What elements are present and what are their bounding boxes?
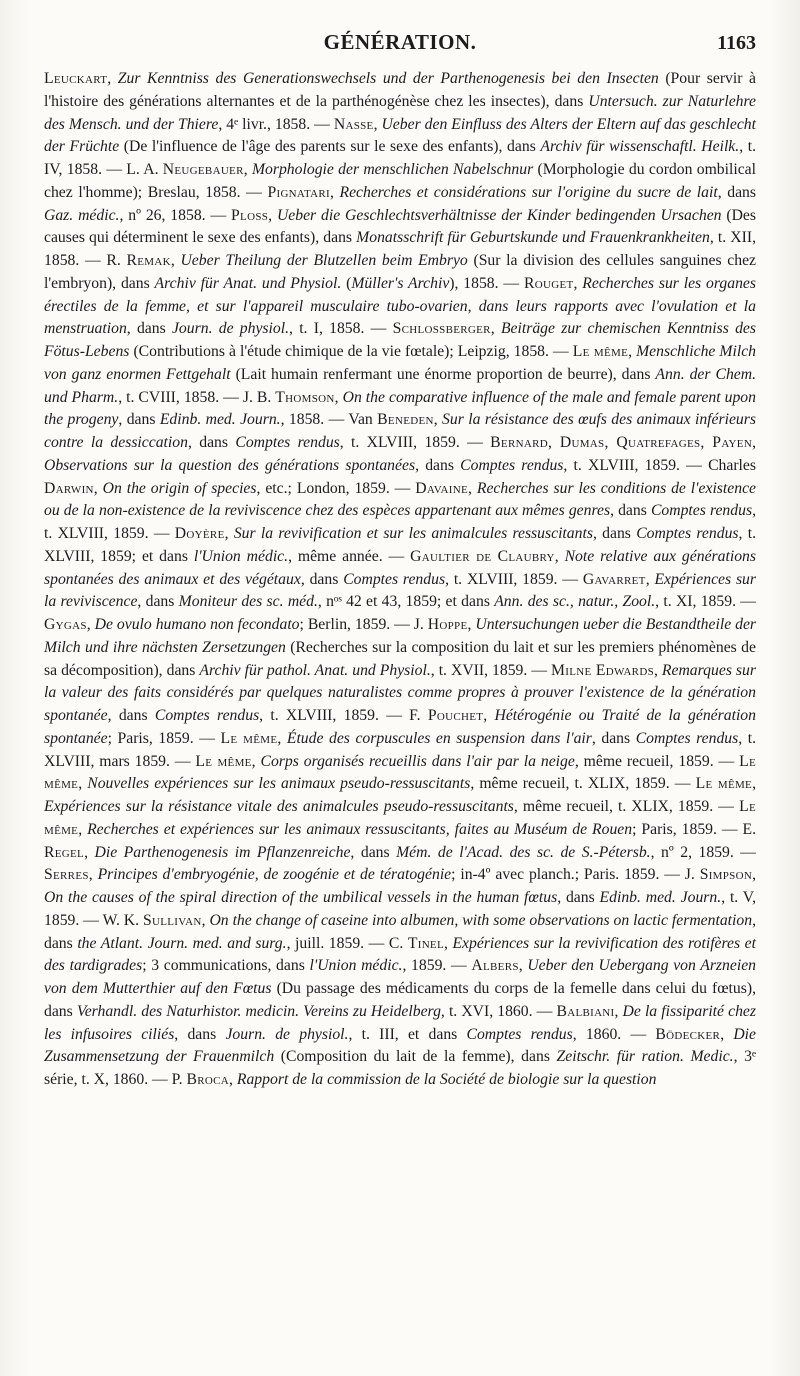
author-name: Broca (186, 1071, 230, 1088)
work-title: Comptes rendus (650, 502, 753, 520)
bibliography-paragraph (44, 68, 756, 1092)
text-run: , dans (592, 525, 637, 542)
text-run: (Des causes qui déterminent le sexe des enfants), dans (44, 206, 756, 247)
author-name: Milne Edwards (551, 661, 654, 679)
work-title: De ovulo humano non fecondato (94, 616, 300, 633)
author-name: Le même (44, 798, 756, 838)
author-name: Bödecker (655, 1025, 721, 1043)
work-title: Note relative aux générations spontanées des animaux et des végétaux (44, 547, 756, 588)
text-run: (De l'influence de l'âge des parents sur le sexe des enfants), dans (119, 138, 541, 156)
text-run: , (86, 616, 95, 633)
text-run: (Pour servir à l'histoire des générations alternantes et de la parthénogénèse chez les insectes), dans (44, 70, 757, 110)
text-run: , (653, 661, 662, 679)
work-title: On the origin of species (102, 479, 257, 497)
text-run: , (201, 911, 210, 929)
text-run: , dans (591, 729, 636, 747)
text-run: , (373, 115, 382, 133)
work-title: the Atlant. Journ. med. and surg. (77, 934, 287, 952)
text-run: , dans (717, 183, 756, 201)
work-title: On the comparative influence of the male and female parent upon the progeny (44, 388, 756, 429)
work-title: Comptes rendus (235, 434, 340, 451)
text-run: , 1860. — (572, 1025, 656, 1043)
text-run: , (251, 752, 261, 770)
work-title: Comptes rendus (466, 1025, 573, 1043)
work-title: Archiv für wissenschaftl. Heilk. (540, 138, 740, 156)
text-run: , (107, 70, 118, 87)
work-title: l'Union médic. (193, 547, 289, 565)
text-run: , dans (126, 320, 172, 338)
text-run: , t. V, 1859. — W. K. (44, 889, 756, 929)
text-run: , 3ᵉ série, t. X, 1860. — P. (44, 1048, 756, 1088)
text-run: , (243, 161, 252, 178)
work-title: Ueber Theilung der Blutzellen beim Embryo (180, 252, 468, 269)
work-title: Edinb. med. Journ. (159, 411, 281, 429)
work-title: Edinb. med. Journ. (599, 889, 722, 906)
author-name: Doyère (174, 525, 225, 542)
work-title: Monatsschrift für Geburtskunde und Frauenkrankheiten (356, 229, 710, 247)
work-title: Gaz. médic. (44, 206, 120, 224)
page-number: 1163 (717, 32, 756, 54)
text-run: , (614, 1002, 623, 1020)
author-name: Le même (195, 752, 252, 770)
work-title: Morphologie der menschlichen Nabelschnur (251, 161, 534, 178)
author-name: Leuckart (44, 70, 108, 87)
author-name: Ploss (231, 206, 269, 224)
text-run: , même année. — (288, 547, 411, 565)
text-run: , (88, 866, 98, 884)
text-run: , t. XLVIII, mars 1859. — (44, 729, 757, 770)
text-run: , 4ᵉ livr., 1858. — (218, 115, 334, 133)
text-run: , dans (107, 707, 155, 724)
author-name: Thomson (275, 388, 335, 406)
text-run: , (720, 1025, 734, 1043)
text-run: , t. XVII, 1859. — (430, 661, 552, 679)
text-run: , dans (415, 456, 461, 474)
work-title: Recherches et expériences sur les animaux ressuscitants, faites au Muséum de Rouen (87, 820, 633, 838)
author-name: Serres (44, 866, 89, 884)
text-run: , (93, 479, 103, 497)
work-title: l'Union médic. (309, 957, 403, 975)
text-run: (Morphologie du cordon ombilical chez l'homme); Breslau, 1858. — (44, 161, 757, 201)
text-run: , t. IV, 1858. — L. A. (44, 138, 756, 178)
author-name: Bernard, Dumas, Quatrefages, Payen (490, 434, 753, 451)
text-run: , (334, 388, 343, 406)
work-title: Untersuchungen ueber die Bestandtheile der Milch und ihre nächsten Zersetzungen (44, 616, 757, 656)
work-title: Zeitschr. für ration. Medic. (556, 1048, 734, 1066)
work-title: Comptes rendus (343, 570, 446, 588)
text-run: , dans (44, 911, 756, 952)
text-run: (Recherches sur la composition du lait et sur les premiers phénomènes de sa décomposition), dans (44, 638, 756, 679)
text-run: , (268, 206, 277, 224)
author-name: Tinel (407, 934, 444, 952)
work-title: Archiv für Anat. und Physiol. (154, 274, 342, 292)
bibliography-text (44, 68, 756, 1092)
text-run: , t. III, et dans (348, 1025, 467, 1043)
work-title: Observations sur la question des générations spontanées (44, 456, 416, 474)
work-title: Journ. de physiol. (171, 320, 290, 338)
text-run: , dans (137, 593, 179, 611)
work-title: De la fissiparité chez les infusoires ciliés (44, 1002, 756, 1043)
text-run: , (433, 411, 443, 429)
text-run: , t. XLVIII, 1859. — (339, 434, 491, 451)
text-run: , dans (300, 570, 344, 588)
text-run: ; Paris, 1859. — (107, 729, 221, 747)
text-run: , (467, 616, 476, 633)
text-run: , t. XLVIII, 1859. — Charles (563, 456, 756, 474)
text-run: , dans (118, 411, 160, 429)
text-run: (Sur la division des cellules sanguines chez l'embryon), dans (44, 252, 756, 292)
running-title: GÉNÉRATION. (323, 30, 477, 54)
author-name: Nasse (333, 115, 374, 133)
text-run: , (752, 434, 756, 451)
text-run: , etc.; London, 1859. — (256, 479, 416, 497)
work-title: Beiträge zur chemischen Kenntniss des Fötus-Lebens (44, 320, 756, 360)
work-title: Moniteur des sc. méd. (178, 593, 318, 611)
work-title: Ann. der Chem. und Pharm. (44, 365, 757, 406)
text-run: , (554, 547, 565, 565)
work-title: Comptes rendus (636, 525, 739, 542)
text-run: , (229, 1071, 237, 1088)
author-name: Pouchet (427, 707, 484, 724)
author-name: Hoppe (427, 616, 468, 633)
text-run: , juill. 1859. — C. (286, 934, 408, 952)
text-run: ( (341, 274, 352, 292)
author-name: Gaultier de Claubry (410, 547, 555, 565)
work-title: Recherches et considérations sur l'origine du sucre de lait (339, 183, 718, 201)
text-run: ; 3 communications, dans (142, 957, 310, 975)
work-title: Mém. de l'Acad. des sc. de S.-Pétersb. (396, 843, 651, 861)
text-run: , t. XLVIII, 1859. — (445, 570, 583, 588)
author-name: Balbiani (556, 1002, 615, 1020)
text-run: , (752, 775, 756, 793)
work-title: Journ. de physiol. (225, 1025, 349, 1043)
work-title: Hétérogénie ou Traité de la génération spontanée (44, 707, 756, 747)
author-name: Regel (44, 843, 85, 861)
text-run: ; in-4º avec planch.; Paris. 1859. — J. (451, 866, 700, 884)
text-run: , dans (187, 434, 236, 451)
author-name: Rouget (523, 274, 574, 292)
text-run: ; Paris, 1859. — E. (632, 820, 756, 838)
work-title: Comptes rendus (635, 729, 739, 747)
text-run: , dans (610, 502, 651, 520)
work-title: Comptes rendus (460, 456, 564, 474)
work-title: Ueber den Einfluss des Alters der Eltern auf das geschlecht der Früchte (44, 115, 756, 156)
text-run: , 1859. — (402, 957, 472, 975)
text-run: , (78, 775, 88, 793)
author-name: Davaine (415, 479, 469, 497)
text-run: , (518, 957, 528, 975)
author-name: Gygas (44, 616, 87, 633)
text-run: , 1858. — Van (280, 411, 378, 429)
text-run: , (170, 252, 181, 269)
work-title: Ann. des sc., natur., Zool. (494, 593, 656, 611)
work-title: Expériences sur la revivification des rotifères et des tardigrades (44, 934, 756, 975)
work-title: Untersuch. zur Naturlehre des Mensch. und der Thiere (44, 92, 756, 133)
text-run: , nº 26, 1858. — (119, 206, 232, 224)
text-run: , (628, 343, 637, 360)
text-run: , (573, 274, 583, 292)
text-run: , (84, 843, 95, 861)
work-title: Rapport de la commission de la Société de biologie sur la question (236, 1071, 657, 1088)
work-title: Ueber die Geschlechtsverhältnisse der Kinder bedingenden Ursachen (276, 206, 722, 224)
text-run: , (752, 866, 757, 884)
author-name: Beneden (377, 411, 434, 429)
text-run: , nº 2, 1859. — (650, 843, 756, 861)
author-name: Le même (695, 775, 753, 793)
author-name: Albers (471, 957, 519, 975)
text-run: , (645, 570, 655, 588)
text-run: ), 1858. — (449, 274, 524, 292)
text-run: , même recueil, t. XLIX, 1859. — (470, 775, 696, 793)
text-run: , t. XLVIII, 1859. — (44, 502, 756, 542)
text-run: , (78, 820, 88, 838)
work-title: Comptes rendus (154, 707, 260, 724)
text-run: (Composition du lait de la femme), dans (274, 1048, 557, 1066)
text-run: , (329, 183, 340, 201)
text-run: , (224, 525, 234, 542)
work-title: On the change of caseine into albumen, with some observations on lactic fermentation (209, 911, 753, 929)
work-title: Principes d'embryogénie, de zoogénie et de tératogénie (97, 866, 452, 884)
text-run: (Lait humain renfermant une énorme proportion de beurre), dans (230, 365, 656, 383)
author-name: Remak (126, 252, 171, 269)
text-run: , nᵒˢ 42 et 43, 1859; et dans (317, 593, 495, 611)
work-title: Die Parthenogenesis im Pflanzenreiche (94, 843, 351, 861)
text-run: , (490, 320, 501, 338)
text-run: , dans (174, 1025, 226, 1043)
text-run: , t. XII, 1858. — R. (44, 229, 756, 269)
author-name: Le même (220, 729, 278, 747)
work-title: Archiv für pathol. Anat. und Physiol. (199, 661, 431, 679)
work-title: Recherches sur les organes érectiles de la femme, et sur l'appareil musculaire tubo-ovarien, dans leurs rapports avec l'ovulation et la menstruation (44, 274, 756, 338)
work-title: Verhandl. des Naturhistor. medicin. Vereins zu Heidelberg (76, 1002, 441, 1020)
author-name: Pignatari (267, 183, 330, 201)
text-run: , t. CVIII, 1858. — J. B. (118, 388, 276, 406)
text-run: , t. XLVIII, 1859. — F. (259, 707, 428, 724)
author-name: Le même (44, 752, 756, 793)
work-title: Müller's Archiv (351, 274, 450, 292)
author-name: Gavarret (582, 570, 646, 588)
work-title: Remarques sur la valeur des faits considérés par quelques naturalistes comme propres à prouver l'existence de la génération spontanée (44, 661, 756, 724)
work-title: Zur Kenntniss des Generationswechsels und der Parthenogenesis bei den Insecten (117, 70, 659, 87)
author-name: Sullivan (143, 911, 202, 929)
work-title: Expériences sur la résistance vitale des animalcules pseudo-ressuscitants (44, 798, 514, 815)
work-title: Expériences sur la reviviscence (44, 570, 756, 611)
work-title: Sur la revivification et sur les animalcules ressuscitants (233, 525, 593, 542)
text-run: , même recueil, 1859. — (574, 752, 740, 770)
work-title: On the causes of the spiral direction of the umbilical vessels in the human fœtus (44, 889, 558, 906)
work-title: Nouvelles expériences sur les animaux pseudo-ressuscitants (87, 775, 471, 793)
work-title: Recherches sur les conditions de l'existence ou de la non-existence de la reviviscence chez des espèces appartenant aux mêmes genres (44, 479, 756, 520)
text-run: , (277, 729, 287, 747)
work-title: Ueber den Uebergang von Arzneien von dem Mutterthier auf den Fœtus (44, 957, 757, 997)
work-title: Sur la résistance des œufs des animaux inférieurs contre la dessiccation (44, 411, 756, 451)
author-name: Simpson (699, 866, 753, 884)
author-name: Le même (572, 343, 629, 360)
text-run: , (483, 707, 495, 724)
work-title: Étude des corpuscules en suspension dans l'air (286, 729, 592, 747)
text-run: ; Berlin, 1859. — J. (299, 616, 428, 633)
text-run: (Du passage des médicaments du corps de la femelle dans celui du fœtus), dans (44, 980, 756, 1020)
text-run: , dans (350, 843, 397, 861)
text-run: , (443, 934, 453, 952)
text-run: , t. XVI, 1860. — (440, 1002, 557, 1020)
work-title: Die Zusammensetzung der Frauenmilch (44, 1025, 756, 1066)
author-name: Neugebauer (162, 161, 244, 178)
text-run: , (468, 479, 477, 497)
text-run: (Contributions à l'étude chimique de la vie fœtale); Leipzig, 1858. — (129, 343, 573, 360)
author-name: Darwin (44, 479, 94, 497)
work-title: Corps organisés recueillis dans l'air par la neige (260, 752, 575, 770)
author-name: Schlossberger (392, 320, 491, 338)
text-run: , t. XLVIII, 1859; et dans (44, 525, 757, 565)
text-run: , t. XI, 1859. — (655, 593, 756, 611)
page-header (44, 30, 756, 60)
text-run: , t. I, 1858. — (289, 320, 393, 338)
text-run: , même recueil, t. XLIX, 1859. — (513, 798, 740, 815)
work-title: Menschliche Milch von ganz enormen Fettgehalt (44, 343, 757, 383)
text-run: , dans (557, 889, 600, 906)
